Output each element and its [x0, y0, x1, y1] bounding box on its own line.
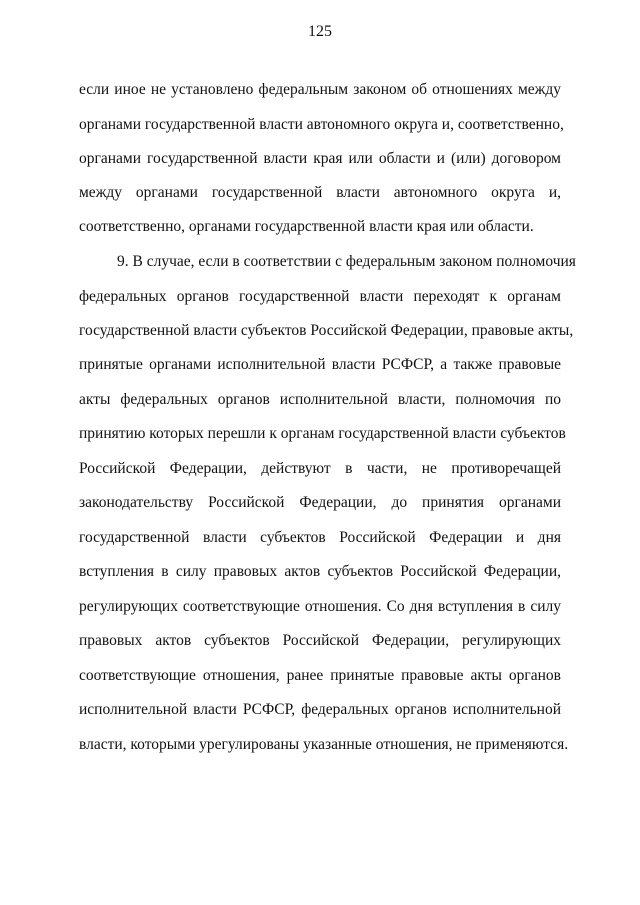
text-line: органами государственной власти автономного округа и, соответственно, — [79, 116, 564, 133]
text-line: соответствующие отношения, ранее принятые правовые акты органов — [79, 667, 561, 684]
text-line: принятию которых перешли к органам государственной власти субъектов — [79, 425, 566, 442]
text-line: регулирующих соответствующие отношения. Со дня вступления в силу — [79, 598, 561, 615]
page-number: 125 — [308, 23, 332, 40]
text-line: принятые органами исполнительной власти РСФСР, а также правовые — [79, 356, 561, 373]
text-line: соответственно, органами государственной власти края или области. — [79, 218, 534, 235]
text-line: государственной власти субъектов Российской Федерации и дня — [79, 529, 561, 546]
text-line: исполнительной власти РСФСР, федеральных органов исполнительной — [79, 701, 561, 718]
text-line: Российской Федерации, действуют в части, не противоречащей — [79, 460, 561, 477]
text-line: власти, которыми урегулированы указанные отношения, не применяются. — [79, 736, 569, 753]
paragraph-9-first-line: 9. В случае, если в соответствии с федеральным законом полномочия — [117, 253, 576, 270]
text-line: федеральных органов государственной власти переходят к органам — [79, 288, 561, 305]
text-line: между органами государственной власти автономного округа и, — [79, 184, 561, 201]
text-line: если иное не установлено федеральным законом об отношениях между — [79, 81, 561, 98]
text-line: акты федеральных органов исполнительной власти, полномочия по — [79, 391, 561, 408]
text-line: государственной власти субъектов Российской Федерации, правовые акты, — [79, 322, 574, 339]
text-line: законодательству Российской Федерации, до принятия органами — [79, 494, 561, 511]
text-line: органами государственной власти края или области и (или) договором — [79, 150, 561, 167]
text-line: правовых актов субъектов Российской Федерации, регулирующих — [79, 632, 561, 649]
text-line: вступления в силу правовых актов субъектов Российской Федерации, — [79, 563, 561, 580]
